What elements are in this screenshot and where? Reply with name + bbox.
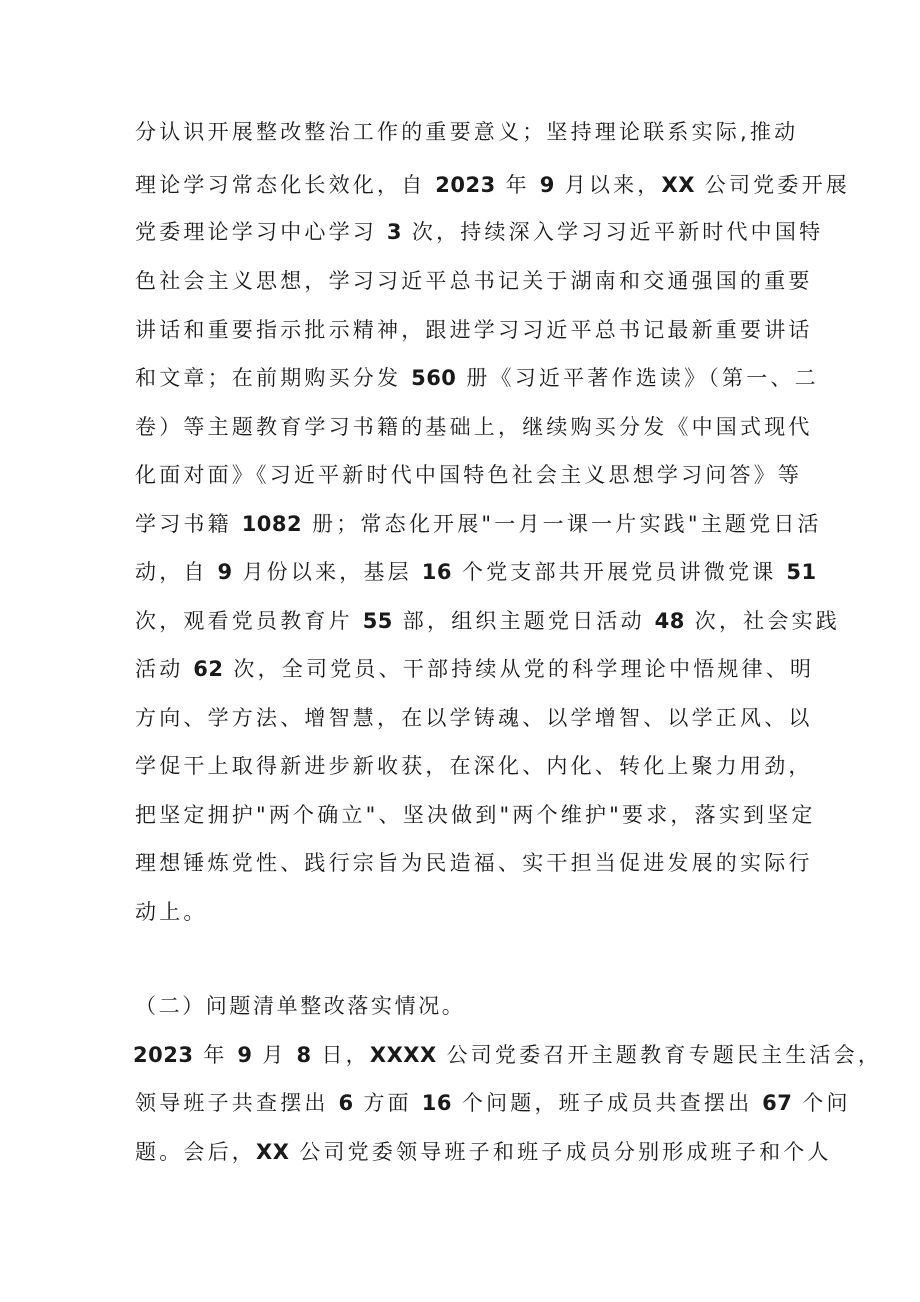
paragraph-line: 领导班子共查摆出 6 方面 16 个问题，班子成员共查摆出 67 个问 xyxy=(135,1091,851,1115)
paragraph-line: 讲话和重要指示批示精神，跟进学习习近平总书记最新重要讲话 xyxy=(135,318,813,342)
paragraph-line: 色社会主义思想，学习习近平总书记关于湖南和交通强国的重要 xyxy=(135,269,813,293)
paragraph-line: 学促干上取得新进步新收获，在深化、内化、转化上聚力用劲， xyxy=(135,754,813,778)
paragraph-line: 卷）等主题教育学习书籍的基础上，继续购买分发《中国式现代 xyxy=(135,415,813,439)
paragraph-line: 党委理论学习中心学习 3 次，持续深入学习习近平新时代中国特 xyxy=(135,220,824,244)
paragraph-line: 2023 年 9 月 8 日，XXXX 公司党委召开主题教育专题民主生活会， xyxy=(133,1043,883,1067)
paragraph-line: 动上。 xyxy=(135,900,208,924)
paragraph-line: 题。会后，XX 公司党委领导班子和班子成员分别形成班子和个人 xyxy=(135,1140,832,1164)
paragraph-line: 把坚定拥护"两个确立"、坚决做到"两个维护"要求，落实到坚定 xyxy=(135,803,816,827)
section-heading: （二）问题清单整改落实情况。 xyxy=(135,994,466,1018)
paragraph-line: 化面对面》《习近平新时代中国特色社会主义思想学习问答》等 xyxy=(135,463,803,487)
paragraph-line: 分认识开展整改整治工作的重要意义；坚持理论联系实际,推动 xyxy=(135,120,799,144)
paragraph-line: 学习书籍 1082 册；常态化开展"一月一课一片实践"主题党日活 xyxy=(135,512,822,536)
paragraph-line: 活动 62 次，全司党员、干部持续从党的科学理论中悟规律、明 xyxy=(135,657,815,681)
paragraph-line: 动，自 9 月份以来，基层 16 个党支部共开展党员讲微党课 51 xyxy=(135,560,817,584)
paragraph-line: 方向、学方法、增智慧，在以学铸魂、以学增智、以学正风、以 xyxy=(135,706,813,730)
paragraph-line: 理论学习常态化长效化，自 2023 年 9 月以来，XX 公司党委开展 xyxy=(135,173,850,197)
paragraph-line: 次，观看党员教育片 55 部，组织主题党日活动 48 次，社会实践 xyxy=(135,609,840,633)
paragraph-line: 理想锤炼党性、践行宗旨为民造福、实干担当促进发展的实际行 xyxy=(135,851,813,875)
paragraph-line: 和文章；在前期购买分发 560 册《习近平著作选读》（第一、二 xyxy=(135,366,819,390)
